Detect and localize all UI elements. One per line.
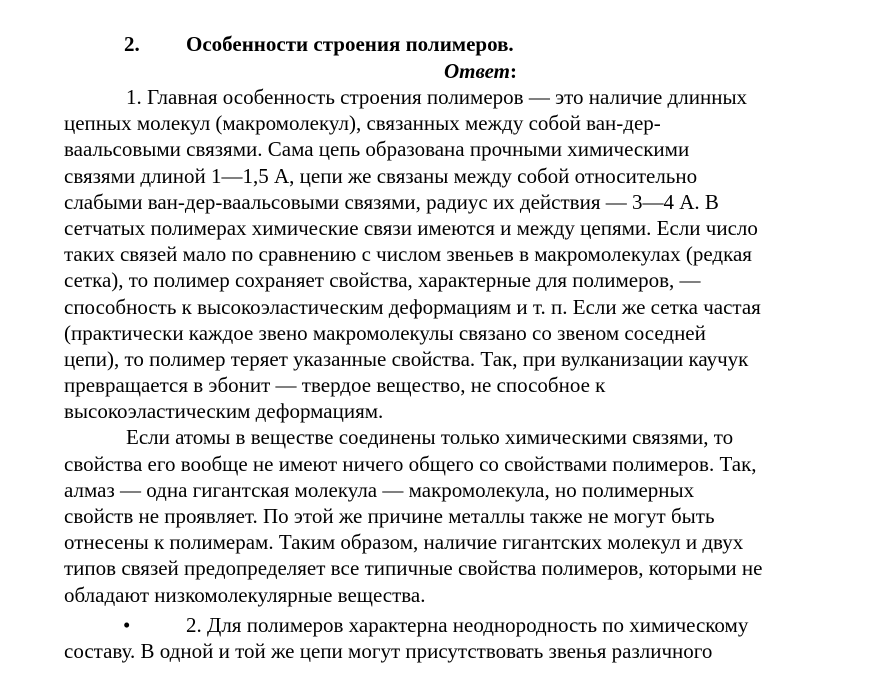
section-number: 2. xyxy=(124,32,140,56)
section-title: Особенности строения полимеров. xyxy=(186,32,514,56)
paragraph-1-line: связями длиной 1—1,5 А, цепи же связаны между собой относительно xyxy=(64,163,698,188)
paragraph-1-line: высокоэластическим деформациям. xyxy=(64,399,384,424)
paragraph-1-line: цепи), то полимер теряет указанные свойства. Так, при вулканизации каучук xyxy=(64,346,749,371)
bullet-item-text: 2. Для полимеров характерна неоднородность по химическому xyxy=(186,612,749,637)
bullet-list-item xyxy=(64,612,854,638)
paragraph-2-line: свойства его вообще не имеют ничего общего со свойствами полимеров. Так, xyxy=(64,451,757,476)
body-text xyxy=(64,84,854,664)
bullet-item-continuation: составу. В одной и той же цепи могут присутствовать звенья различного xyxy=(64,638,713,663)
paragraph-1-line: ваальсовыми связями. Сама цепь образована прочными химическими xyxy=(64,137,690,162)
paragraph-1-line: 1. Главная особенность строения полимеров — это наличие длинных xyxy=(126,85,748,109)
paragraph-2-line: отнесены к полимерам. Таким образом, наличие гигантских молекул и двух xyxy=(64,530,744,555)
paragraph-1-line: сетчатых полимерах химические связи имеются и между цепями. Если число xyxy=(64,215,758,240)
paragraph-2-line: обладают низкомолекулярные вещества. xyxy=(64,582,426,607)
paragraph-2-line: Если атомы в веществе соединены только химическими связями, то xyxy=(126,425,734,450)
answer-colon: : xyxy=(510,59,518,83)
answer-label xyxy=(444,57,517,85)
paragraph-2-line: алмаз — одна гигантская молекула — макромолекула, но полимерных xyxy=(64,477,695,502)
paragraph-1-line: слабыми ван-дер-ваальсовыми связями, радиус их действия — 3—4 А. В xyxy=(64,189,719,214)
section-heading xyxy=(0,30,878,58)
paragraph-1-line: сетка), то полимер сохраняет свойства, характерные для полимеров, — xyxy=(64,268,701,293)
paragraph-1-line: (практически каждое звено макромолекулы связано со звеном соседней xyxy=(64,320,706,345)
answer-word: Ответ xyxy=(444,59,511,83)
bullet-icon: • xyxy=(123,612,131,637)
paragraph-2-line: типов связей предопределяет все типичные свойства полимеров, которыми не xyxy=(64,556,763,581)
paragraph-2-line: свойств не проявляет. По этой же причине металлы также не могут быть xyxy=(64,504,715,528)
paragraph-1-line: цепных молекул (макромолекул), связанных между собой ван-дер- xyxy=(64,111,661,136)
paragraph-1-line: таких связей мало по сравнению с числом звеньев в макромолекулах (редкая xyxy=(64,242,752,267)
paragraph-1-line: способность к высокоэластическим деформациям и т. п. Если же сетка частая xyxy=(64,294,761,319)
paragraph-1-line: превращается в эбонит — твердое вещество, не способное к xyxy=(64,373,606,398)
